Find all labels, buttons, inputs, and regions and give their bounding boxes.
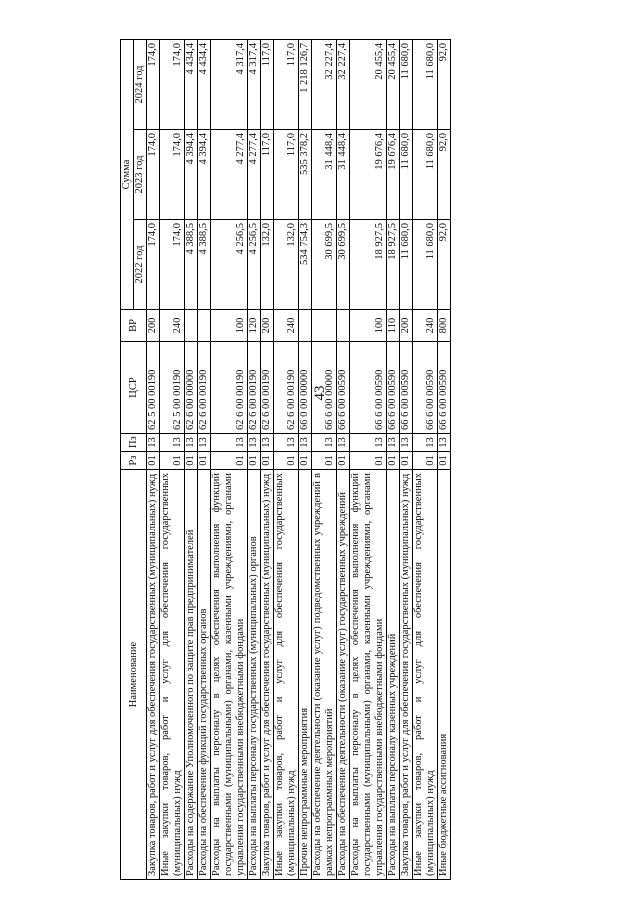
row-pz: 13 [413,434,438,452]
table-row [400,39,413,879]
row-vr: 240 [274,310,299,342]
row-sum-2024: 117,0 [274,39,299,129]
row-sum-2023: 4 394,4 [185,130,198,220]
row-sum-2024: 174,0 [147,39,160,129]
table-row [198,39,211,879]
table-row [261,39,274,879]
row-vr: 240 [413,310,438,342]
row-pz: 13 [350,434,387,452]
row-sum-2024: 4 434,4 [198,39,211,129]
row-sum-2022: 11 680,0 [413,220,438,310]
row-sum-2024: 32 227,4 [337,39,350,129]
row-rz: 01 [400,452,413,470]
row-sum-2024: 117,0 [261,39,274,129]
row-rz: 01 [274,452,299,470]
row-sum-2023: 535 378,2 [299,130,312,220]
row-rz: 01 [261,452,274,470]
row-pz: 13 [198,434,211,452]
row-rz: 01 [185,452,198,470]
row-sum-2023: 92,0 [438,130,451,220]
row-name: Иные закупки товаров, работ и услуг для обеспечения государственных (муниципальных) нужд [160,470,185,880]
header-year-2023: 2023 год [134,130,147,220]
row-csr: 62 5 00 00190 [147,342,160,434]
row-vr: 240 [160,310,185,342]
row-name: Расходы на выплаты персоналу в целях обеспечения выполнения функций государственными (муниципальными) органами, казенными учреждениями, органами управления государственными внебюджетными фондами [350,470,387,880]
header-vr: ВР [121,310,147,342]
row-rz: 01 [160,452,185,470]
row-sum-2022: 18 927,5 [387,220,400,310]
row-sum-2023: 19 676,4 [350,130,387,220]
budget-table-container [120,40,600,880]
row-csr: 62 6 00 00190 [274,342,299,434]
row-vr: 800 [438,310,451,342]
row-name: Расходы на содержание Уполномоченного по защите прав предпринимателей [185,470,198,880]
table-row [312,39,337,879]
row-pz: 13 [261,434,274,452]
table-row [387,39,400,879]
row-sum-2023: 174,0 [160,130,185,220]
row-sum-2024: 1 218 126,7 [299,39,312,129]
row-name: Закупка товаров, работ и услуг для обеспечения государственных (муниципальных) нужд [400,470,413,880]
row-pz: 13 [147,434,160,452]
row-sum-2024: 20 455,4 [387,39,400,129]
row-rz: 01 [337,452,350,470]
row-rz: 01 [387,452,400,470]
row-sum-2022: 4 256,5 [211,220,248,310]
row-rz: 01 [312,452,337,470]
table-row [185,39,198,879]
row-rz: 01 [248,452,261,470]
row-vr [337,310,350,342]
table-header [121,39,147,879]
row-sum-2022: 174,0 [160,220,185,310]
row-vr [185,310,198,342]
row-sum-2024: 4 317,4 [248,39,261,129]
row-sum-2024: 32 227,4 [312,39,337,129]
row-sum-2023: 11 680,0 [400,130,413,220]
table-row [160,39,185,879]
header-name: Наименование [121,470,147,880]
row-sum-2024: 11 680,0 [400,39,413,129]
row-sum-2022: 4 388,5 [198,220,211,310]
row-sum-2022: 30 699,5 [312,220,337,310]
row-vr: 200 [147,310,160,342]
row-csr: 66 6 00 00590 [387,342,400,434]
row-sum-2023: 4 394,4 [198,130,211,220]
row-pz: 13 [185,434,198,452]
row-sum-2024: 4 317,4 [211,39,248,129]
row-sum-2022: 30 699,5 [337,220,350,310]
row-sum-2023: 31 448,4 [312,130,337,220]
row-csr: 62 6 00 00190 [198,342,211,434]
row-name: Расходы на обеспечение деятельности (оказание услуг) подведомственных учреждений в рамках непрограммных мероприятий [312,470,337,880]
row-vr [198,310,211,342]
row-name: Расходы на обеспечение деятельности (оказание услуг) государственных учреждений [337,470,350,880]
row-name: Расходы на обеспечение функций государственных органов [198,470,211,880]
header-year-2022: 2022 год [134,220,147,310]
table-row [211,39,248,879]
row-rz: 01 [198,452,211,470]
row-name: Прочие непрограммные мероприятия [299,470,312,880]
table-row [413,39,438,879]
row-rz: 01 [147,452,160,470]
row-sum-2022: 4 256,5 [248,220,261,310]
row-sum-2022: 534 754,3 [299,220,312,310]
row-csr: 62 6 00 00190 [261,342,274,434]
header-rz: Рз [121,452,147,470]
row-sum-2023: 19 676,4 [387,130,400,220]
row-csr: 66 6 00 00590 [337,342,350,434]
row-sum-2022: 132,0 [261,220,274,310]
row-vr: 110 [387,310,400,342]
table-row [438,39,451,879]
header-year-2024: 2024 год [134,39,147,129]
table-row [337,39,350,879]
row-rz: 01 [438,452,451,470]
row-pz: 13 [337,434,350,452]
row-sum-2024: 20 455,4 [350,39,387,129]
row-sum-2024: 92,0 [438,39,451,129]
row-pz: 13 [299,434,312,452]
row-sum-2022: 11 680,0 [400,220,413,310]
row-name: Расходы на выплаты персоналу в целях обеспечения выполнения функций государственными (муниципальными) органами, казенными учреждениями, органами управления государственными внебюджетными фондами [211,470,248,880]
page-number: 43 [312,385,328,401]
row-name: Закупка товаров, работ и услуг для обеспечения государственных (муниципальных) нужд [147,470,160,880]
row-sum-2022: 18 927,5 [350,220,387,310]
row-sum-2023: 117,0 [274,130,299,220]
row-rz: 01 [350,452,387,470]
row-csr: 66 6 00 00590 [400,342,413,434]
header-pz: Пз [121,434,147,452]
row-pz: 13 [160,434,185,452]
header-sum: Сумма [121,39,134,309]
row-sum-2024: 4 434,4 [185,39,198,129]
row-pz: 13 [400,434,413,452]
row-sum-2022: 4 388,5 [185,220,198,310]
row-name: Иные бюджетные ассигнования [438,470,451,880]
row-vr: 120 [248,310,261,342]
table-body [147,39,451,879]
row-sum-2023: 174,0 [147,130,160,220]
row-csr: 66 6 00 00000 [312,342,337,434]
row-vr [312,310,337,342]
row-csr: 66 6 00 00590 [413,342,438,434]
row-rz: 01 [299,452,312,470]
row-csr: 62 6 00 00000 [185,342,198,434]
row-sum-2022: 92,0 [438,220,451,310]
header-csr: ЦСР [121,342,147,434]
row-csr: 66 6 00 00590 [350,342,387,434]
row-pz: 13 [312,434,337,452]
row-vr [299,310,312,342]
row-sum-2023: 11 680,0 [413,130,438,220]
table-row [147,39,160,879]
row-sum-2024: 11 680,0 [413,39,438,129]
row-rz: 01 [413,452,438,470]
row-name: Закупка товаров, работ и услуг для обеспечения государственных (муниципальных) нужд [261,470,274,880]
row-pz: 13 [387,434,400,452]
table-row [274,39,299,879]
row-csr: 62 6 00 00190 [211,342,248,434]
row-csr: 66 6 00 00590 [438,342,451,434]
row-name: Иные закупки товаров, работ и услуг для обеспечения государственных (муниципальных) нужд [413,470,438,880]
row-name: Иные закупки товаров, работ и услуг для обеспечения государственных (муниципальных) нужд [274,470,299,880]
table-row [248,39,261,879]
table-row [350,39,387,879]
row-vr: 200 [400,310,413,342]
row-vr: 200 [261,310,274,342]
row-pz: 13 [274,434,299,452]
budget-table [120,39,451,880]
row-csr: 66 0 00 00000 [299,342,312,434]
row-vr: 100 [211,310,248,342]
row-sum-2023: 4 277,4 [248,130,261,220]
row-sum-2023: 4 277,4 [211,130,248,220]
row-sum-2022: 132,0 [274,220,299,310]
row-sum-2023: 117,0 [261,130,274,220]
row-vr: 100 [350,310,387,342]
row-pz: 13 [211,434,248,452]
row-pz: 13 [248,434,261,452]
row-pz: 13 [438,434,451,452]
row-name: Расходы на выплаты персоналу государственных (муниципальных) органов [248,470,261,880]
row-name: Расходы на выплаты персоналу казенных учреждений [387,470,400,880]
row-sum-2024: 174,0 [160,39,185,129]
row-sum-2023: 31 448,4 [337,130,350,220]
row-csr: 62 6 00 00190 [248,342,261,434]
row-sum-2022: 174,0 [147,220,160,310]
row-csr: 62 5 00 00190 [160,342,185,434]
table-row [299,39,312,879]
row-rz: 01 [211,452,248,470]
